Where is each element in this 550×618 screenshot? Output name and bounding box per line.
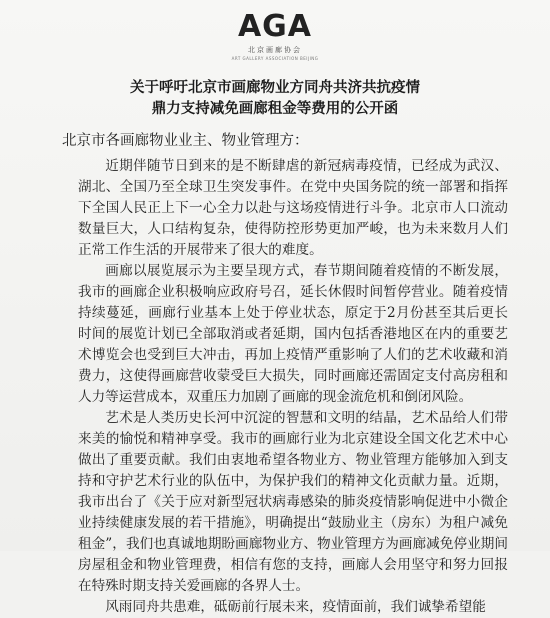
letter-title-line-1: 关于呼吁北京市画廊物业方同舟共济共抗疫情 xyxy=(130,80,420,96)
logo-wordmark: AGA xyxy=(237,9,313,44)
letter-title-line-2: 鼎力支持减免画廊租金等费用的公开函 xyxy=(151,101,399,117)
logo-org-name: 北京画廊协会 xyxy=(248,46,302,54)
paragraph-1: 近期伴随节日到来的是不断肆虐的新冠病毒疫情，已经成为武汉、湖北、全国乃至全球卫生突发事件。在党中央国务院的统一部署和指挥下全国人民正上下一心全力以赴与这场疫情进行斗争。北京市人口流动数量巨大，人口结构复杂，使得防控形势更加严峻，也为未来数月人们正常工作生活的开展带来了很大的难度。 xyxy=(78,158,508,258)
salutation: 北京市各画廊物业业主、物业管理方： xyxy=(62,133,309,149)
paragraph-3: 艺术是人类历史长河中沉淀的智慧和文明的结晶，艺术品给人们带来美的愉悦和精神享受。我市的画廊行业为北京建设全国文化艺术中心做出了重要贡献。我们由衷地希望各物业方、物业管理方能够加入到支持和守护艺术行业的队伍中，为保护我们的精神文化贡献力量。近期，我市出台了《关于应对新型冠状病毒感染的肺炎疫情影响促进中小微企业持续健康发展的若干措施》，明确提出“鼓励业主（房东）为租户减免租金”，我们也真诚地期盼画廊物业方、物业管理方为画廊减免停业期间房屋租金和物业管理费，相信有您的支持，画廊人会用坚守和努力回报在特殊时期支持关爱画廊的各界人士。 xyxy=(78,410,508,594)
association-logo xyxy=(0,9,550,61)
logo-org-name-en: ART GALLERY ASSOCIATION BEIJING xyxy=(231,56,319,61)
letter-title xyxy=(0,78,550,120)
paragraph-2: 画廊以展览展示为主要呈现方式，春节期间随着疫情的不断发展，我市的画廊企业积极响应政府号召，延长休假时间暂停营业。随着疫情持续蔓延，画廊行业基本上处于停业状态，原定于2月份甚至其后更长时间的展览计划已全部取消或者延期，国内包括香港地区在内的重要艺术博览会也受到巨大冲击，再加上疫情严重影响了人们的艺术收藏和消费力，这使得画廊营收蒙受巨大损失，同时画廊还需固定支付高房租和人力等运营成本，双重压力加剧了画廊的现金流危机和倒闭风险。 xyxy=(78,263,508,405)
paragraph-4: 风雨同舟共患难，砥砺前行展未来，疫情面前，我们诚挚希望能 xyxy=(105,599,486,615)
letter-body xyxy=(78,156,508,618)
